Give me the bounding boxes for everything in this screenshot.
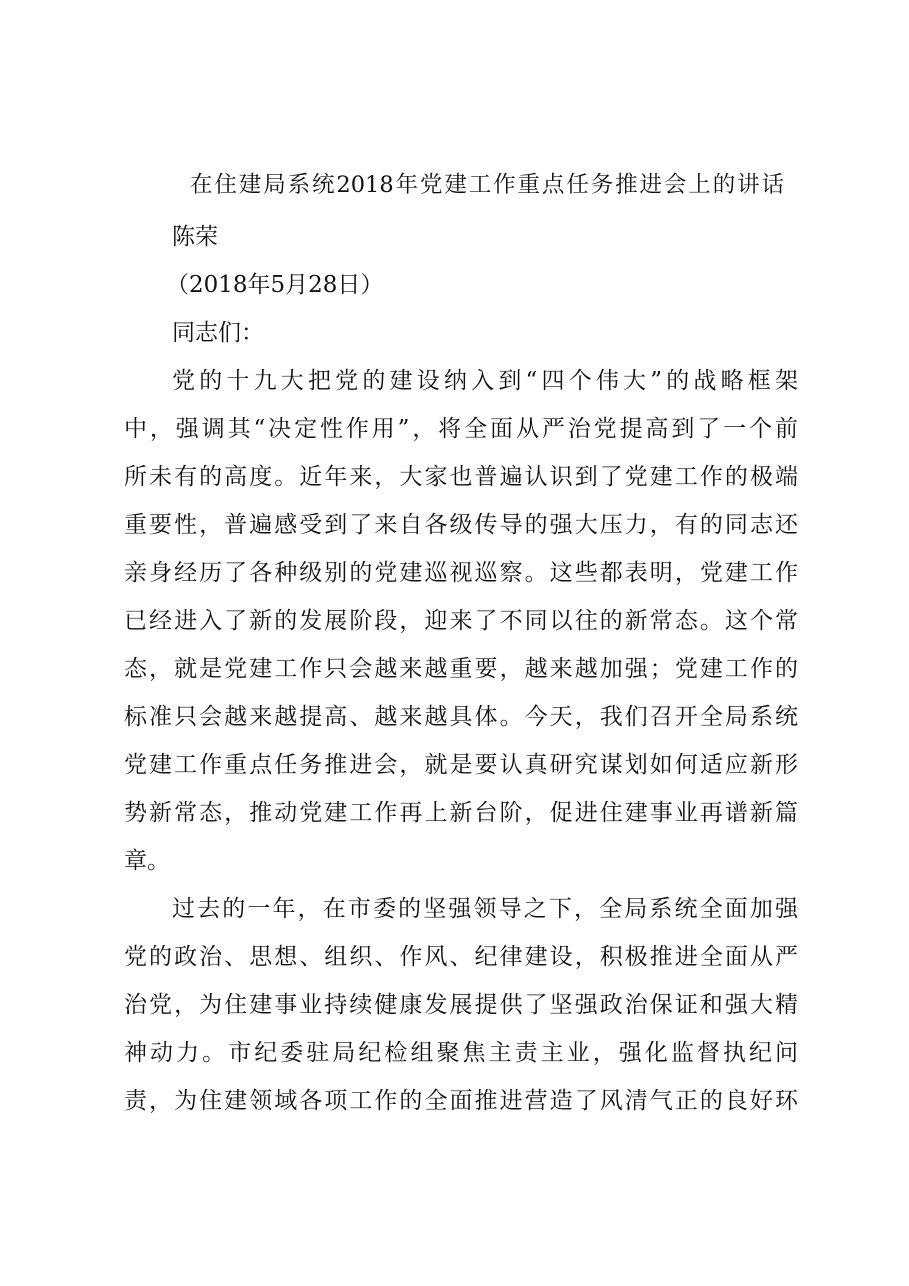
paragraph-line: 重要性，普遍感受到了来自各级传导的强大压力，有的同志还 (124, 512, 798, 538)
paragraph-line: 章。 (124, 848, 170, 874)
speech-date: （2018年5月28日） (166, 272, 384, 298)
paragraph-line: 势新常态，推动党建工作再上新台阶，促进住建事业再谱新篇 (124, 800, 798, 826)
paragraph-line: 亲身经历了各种级别的党建巡视巡察。这些都表明，党建工作 (124, 560, 798, 586)
paragraph-line: 党的十九大把党的建设纳入到“四个伟大”的战略框架 (172, 368, 798, 394)
paragraph-line: 标准只会越来越提高、越来越具体。今天，我们召开全局系统 (124, 704, 798, 730)
paragraph-line: 治党，为住建事业持续健康发展提供了坚强政治保证和强大精 (124, 992, 798, 1018)
paragraph-line: 态，就是党建工作只会越来越重要，越来越加强；党建工作的 (124, 656, 798, 682)
paragraph-line: 过去的一年，在市委的坚强领导之下，全局系统全面加强 (172, 896, 798, 922)
paragraph-line: 神动力。市纪委驻局纪检组聚焦主责主业，强化监督执纪问 (124, 1040, 798, 1066)
paragraph-line: 已经进入了新的发展阶段，迎来了不同以往的新常态。这个常 (124, 608, 798, 634)
author-name: 陈荣 (172, 224, 218, 250)
document-title: 在住建局系统2018年党建工作重点任务推进会上的讲话 (190, 172, 784, 198)
paragraph-line: 责，为住建领域各项工作的全面推进营造了风清气正的良好环 (124, 1088, 798, 1114)
paragraph-line: 党的政治、思想、组织、作风、纪律建设，积极推进全面从严 (124, 944, 798, 970)
salutation: 同志们： (172, 320, 264, 346)
paragraph-line: 党建工作重点任务推进会，就是要认真研究谋划如何适应新形 (124, 752, 798, 778)
paragraph-line: 中，强调其“决定性作用”，将全面从严治党提高到了一个前 (124, 416, 798, 442)
paragraph-line: 所未有的高度。近年来，大家也普遍认识到了党建工作的极端 (124, 464, 798, 490)
